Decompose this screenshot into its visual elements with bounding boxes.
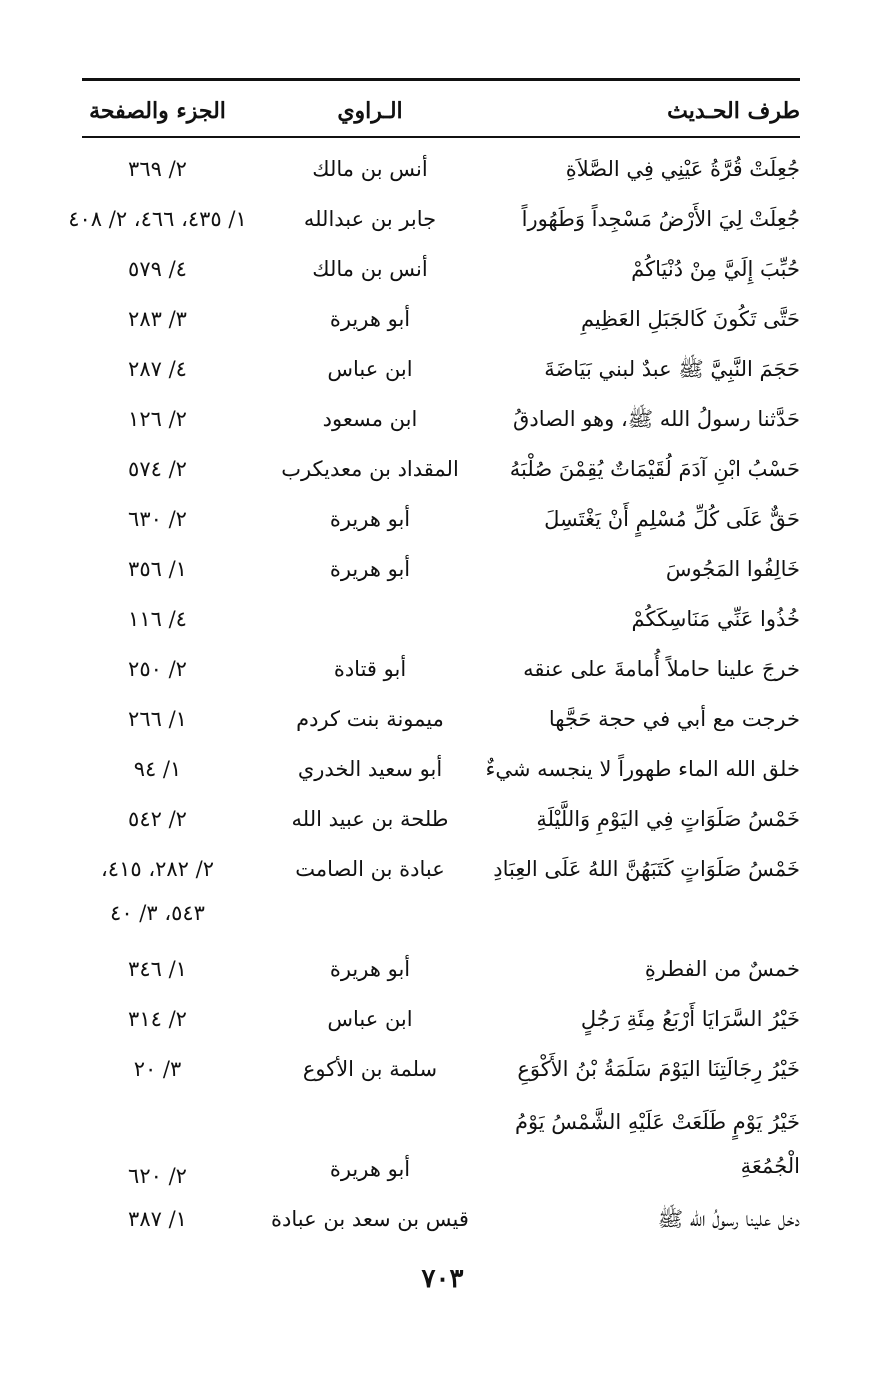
narrator-name: أبو هريرة bbox=[329, 1157, 411, 1181]
header-hadith: طرف الحـديث bbox=[667, 98, 800, 124]
narrator-name: أبو هريرة bbox=[329, 557, 411, 581]
volume-page-ref: ١/ ٣٤٦ bbox=[128, 957, 187, 981]
table-row bbox=[82, 246, 800, 296]
volume-page-ref: ٢/ ٣١٤ bbox=[128, 1007, 187, 1031]
volume-page-ref: ١/ ٢٦٦ bbox=[128, 707, 187, 731]
header-ref: الجزء والصفحة bbox=[89, 98, 226, 124]
narrator-name: عبادة بن الصامت bbox=[295, 857, 445, 881]
volume-page-ref: ٣/ ٢٨٣ bbox=[128, 307, 187, 331]
top-rule bbox=[82, 78, 800, 81]
narrator-name: طلحة بن عبيد الله bbox=[291, 807, 449, 831]
hadith-text: خَمْسُ صَلَوَاتٍ كَتَبَهُنَّ اللهُ عَلَى العِبَادِ bbox=[493, 857, 800, 881]
hadith-text: جُعِلَتْ لِيَ الأَرْضُ مَسْجِداً وَطَهُوراً bbox=[521, 207, 800, 231]
volume-page-ref: ٢/ ٦٢٠ bbox=[128, 1164, 187, 1188]
narrator-name: سلمة بن الأكوع bbox=[302, 1057, 438, 1081]
table-row bbox=[82, 1046, 800, 1096]
volume-page-ref: ١/ ٤٣٥، ٤٦٦، ٢/ ٤٠٨ bbox=[68, 207, 247, 231]
table-row bbox=[82, 546, 800, 596]
narrator-name: أبو هريرة bbox=[329, 957, 411, 981]
table-row bbox=[82, 796, 800, 846]
hadith-text: جُعِلَتْ قُرَّةُ عَيْنِي فِي الصَّلاَةِ bbox=[565, 157, 800, 181]
hadith-text: حَجَمَ النَّبِيَّ ﷺ عبدٌ لبني بَيَاضَةَ bbox=[544, 357, 800, 381]
volume-page-ref: ٢/ ٢٥٠ bbox=[128, 657, 187, 681]
volume-page-ref: ١/ ٣٨٧ bbox=[128, 1207, 187, 1231]
hadith-text: دخل علينا رسولُ الله ﷺ bbox=[657, 1207, 800, 1231]
volume-page-ref-continued: ٥٤٣، ٣/ ٤٠ bbox=[110, 901, 205, 925]
narrator-name: أنس بن مالك bbox=[312, 257, 428, 281]
table-row bbox=[68, 196, 800, 246]
volume-page-ref: ١/ ٣٥٦ bbox=[128, 557, 187, 581]
header-rule bbox=[82, 136, 800, 138]
narrator-name: ابن مسعود bbox=[322, 407, 418, 431]
volume-page-ref: ١/ ٩٤ bbox=[133, 757, 182, 781]
table-row bbox=[82, 696, 800, 746]
table-header bbox=[82, 92, 800, 132]
narrator-name: قيس بن سعد بن عبادة bbox=[271, 1207, 469, 1231]
narrator-name: ميمونة بنت كردم bbox=[296, 707, 444, 731]
table-body bbox=[68, 146, 800, 1246]
narrator-name: ابن عباس bbox=[327, 1007, 413, 1031]
narrator-name: أبو هريرة bbox=[329, 307, 411, 331]
table-row bbox=[82, 296, 800, 346]
narrator-name: المقداد بن معديكرب bbox=[281, 457, 459, 481]
hadith-text: خَيْرُ يَوْمٍ طَلَعَتْ عَلَيْهِ الشَّمْسُ يَوْمُ الْجُمُعَةِ bbox=[514, 1110, 800, 1178]
table-row bbox=[82, 496, 800, 546]
hadith-text: خَيْرُ رِجَالَتِنَا اليَوْمَ سَلَمَةُ بْنُ الأَكْوَعِ bbox=[517, 1057, 800, 1081]
hadith-text: حُبِّبَ إِلَيَّ مِنْ دُنْيَاكُمْ bbox=[631, 257, 800, 281]
volume-page-ref: ٤/ ١١٦ bbox=[128, 607, 187, 631]
table-row bbox=[82, 646, 800, 696]
table-row bbox=[82, 396, 800, 446]
table-row bbox=[82, 346, 800, 396]
table-row bbox=[82, 1196, 800, 1246]
hadith-text: حَدَّثنا رسولُ الله ﷺ، وهو الصادقُ bbox=[513, 407, 800, 431]
hadith-text: خُذُوا عَنِّي مَنَاسِكَكُمْ bbox=[631, 607, 800, 631]
volume-page-ref: ٢/ ٣٦٩ bbox=[128, 157, 187, 181]
header-narrator: الـراوي bbox=[337, 98, 403, 124]
table-row bbox=[82, 446, 800, 496]
narrator-name: أبو قتادة bbox=[333, 657, 407, 681]
page-number: ٧٠٣ bbox=[421, 1264, 464, 1294]
volume-page-ref: ٢/ ٢٨٢، ٤١٥، bbox=[101, 857, 214, 881]
table-row bbox=[82, 146, 800, 196]
hadith-text: حَقٌّ عَلَى كُلِّ مُسْلِمٍ أَنْ يَغْتَسِلَ bbox=[544, 507, 800, 531]
hadith-text: خلق الله الماء طهوراً لا ينجسه شيءٌ bbox=[485, 757, 800, 781]
table-row bbox=[82, 1096, 800, 1196]
table-row bbox=[82, 996, 800, 1046]
volume-page-ref: ٢/ ٦٣٠ bbox=[128, 507, 187, 531]
hadith-text: خمسٌ من الفطرةِ bbox=[644, 957, 800, 981]
volume-page-ref: ٢/ ٥٧٤ bbox=[128, 457, 187, 481]
hadith-text: خَمْسُ صَلَوَاتٍ فِي اليَوْمِ وَاللَّيْلَةِ bbox=[536, 807, 800, 831]
table-row bbox=[82, 946, 800, 996]
narrator-name: جابر بن عبدالله bbox=[303, 207, 437, 231]
table-row bbox=[82, 746, 800, 796]
table-row bbox=[82, 596, 800, 646]
narrator-name: أبو هريرة bbox=[329, 507, 411, 531]
narrator-name: أنس بن مالك bbox=[312, 157, 428, 181]
narrator-name: ابن عباس bbox=[327, 357, 413, 381]
narrator-name: أبو سعيد الخدري bbox=[297, 757, 443, 781]
hadith-text: خرجَ علينا حاملاً أُمامةَ على عنقه bbox=[523, 657, 800, 681]
volume-page-ref: ٤/ ٢٨٧ bbox=[128, 357, 187, 381]
hadith-text: حَتَّى تَكُونَ كَالجَبَلِ العَظِيمِ bbox=[580, 307, 800, 331]
volume-page-ref: ٣/ ٢٠ bbox=[133, 1057, 182, 1081]
hadith-text: خَيْرُ السَّرَايَا أَرْبَعُ مِئَةِ رَجُلٍ bbox=[580, 1007, 800, 1031]
hadith-text: خَالِفُوا المَجُوسَ bbox=[665, 557, 800, 581]
hadith-text: خرجت مع أبي في حجة حَجَّها bbox=[548, 707, 800, 731]
volume-page-ref: ٤/ ٥٧٩ bbox=[128, 257, 187, 281]
volume-page-ref: ٢/ ١٢٦ bbox=[128, 407, 187, 431]
volume-page-ref: ٢/ ٥٤٢ bbox=[128, 807, 187, 831]
table-row bbox=[82, 846, 800, 946]
hadith-text: حَسْبُ ابْنِ آدَمَ لُقَيْمَاتٌ يُقِمْنَ صُلْبَهُ bbox=[509, 457, 800, 481]
